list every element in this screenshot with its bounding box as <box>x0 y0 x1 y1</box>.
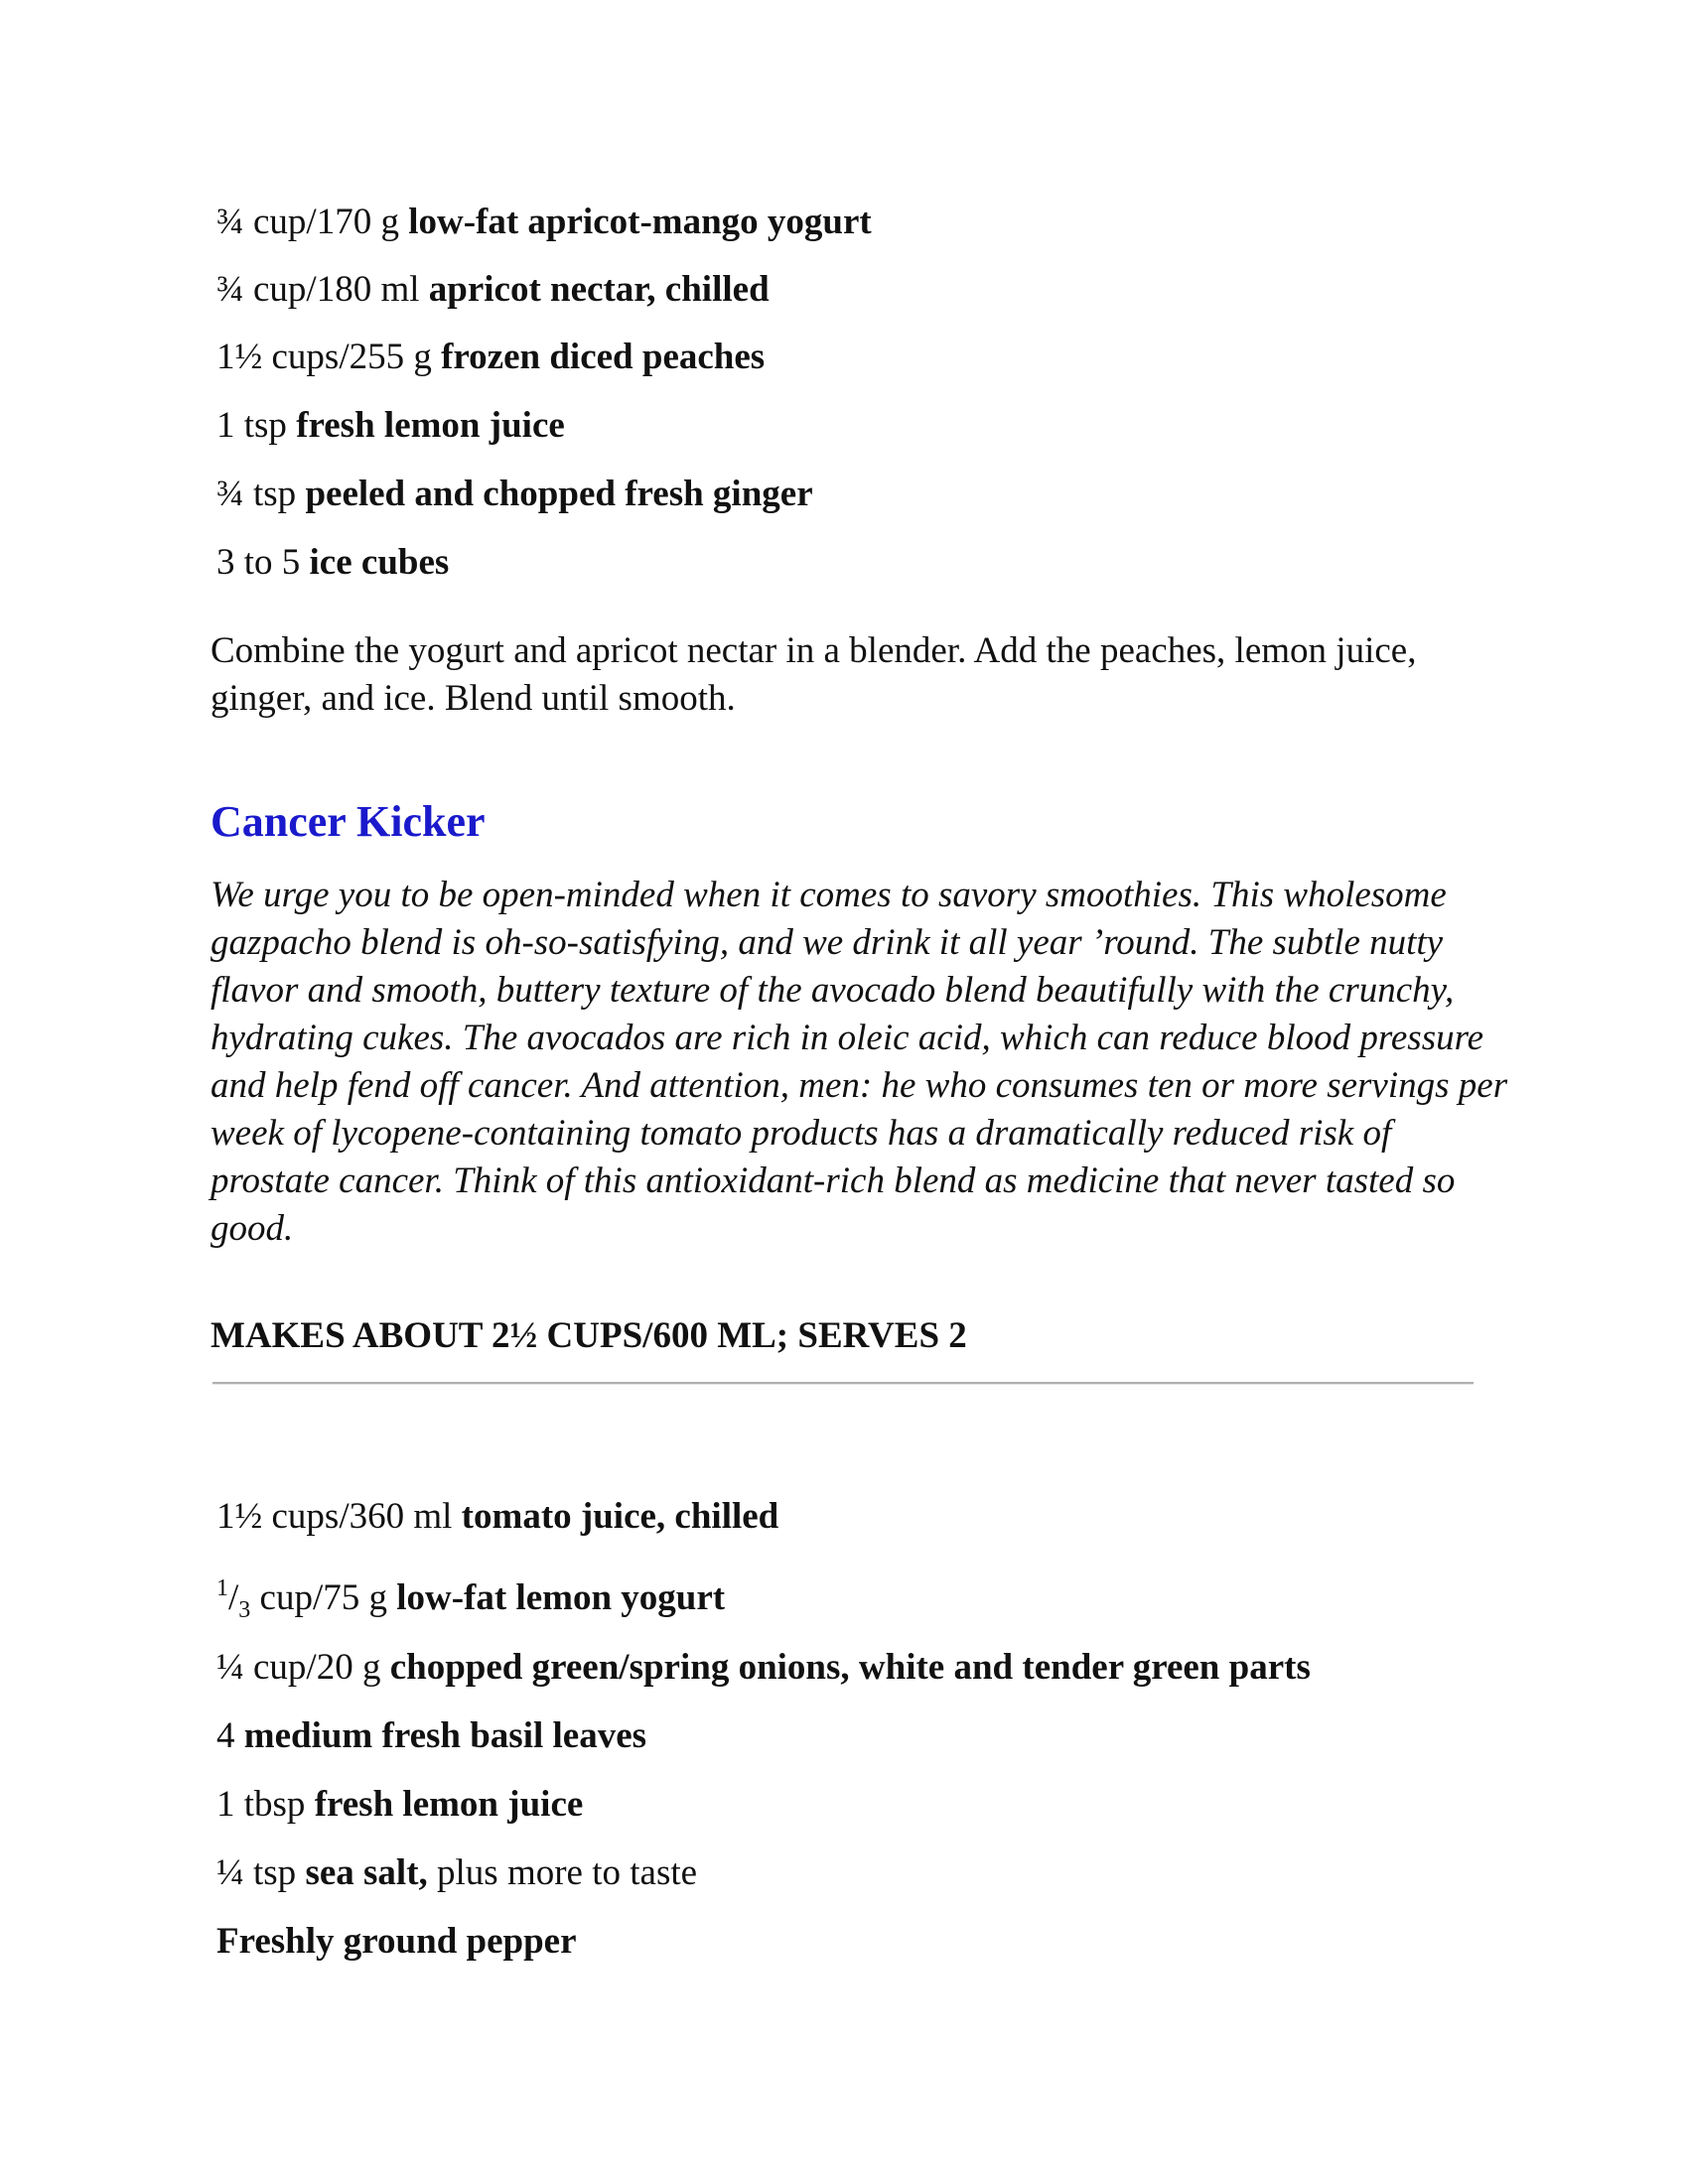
ingredient-line <box>216 1646 1311 1690</box>
fraction-denominator: 3 <box>238 1597 251 1623</box>
ingredient-quantity: 4 <box>216 1715 244 1756</box>
ingredient-quantity: 1½ cups/255 g <box>216 337 442 377</box>
ingredient-line <box>216 1567 725 1632</box>
ingredient-name: frozen diced peaches <box>441 337 766 377</box>
ingredient-name: ice cubes <box>309 542 450 583</box>
ingredient-line <box>216 1783 583 1827</box>
ingredient-name: low-fat apricot-mango yogurt <box>408 202 872 242</box>
ingredient-name: peeled and chopped fresh ginger <box>305 474 813 514</box>
ingredient-line <box>216 201 872 244</box>
ingredient-line <box>216 473 813 516</box>
ingredient-line <box>216 1495 778 1539</box>
ingredient-name: fresh lemon juice <box>314 1784 584 1825</box>
ingredient-name: Freshly ground pepper <box>216 1921 577 1962</box>
ingredient-quantity: ¼ tsp <box>216 1852 306 1893</box>
ingredient-quantity: cup/75 g <box>250 1577 397 1618</box>
recipe-yield: MAKES ABOUT 2½ CUPS/600 ML; SERVES 2 <box>211 1315 967 1356</box>
ingredient-quantity: 1 tbsp <box>216 1784 315 1825</box>
fraction-numerator: 1 <box>216 1575 228 1601</box>
ingredient-line <box>216 1851 697 1895</box>
ingredient-name: medium fresh basil leaves <box>243 1715 647 1756</box>
ingredient-name: low-fat lemon yogurt <box>396 1577 726 1618</box>
ingredient-line <box>216 268 770 312</box>
ingredient-quantity: 3 to 5 <box>216 542 310 583</box>
divider-line <box>212 1382 1474 1385</box>
ingredient-quantity: ¾ cup/180 ml <box>216 269 429 310</box>
ingredient-quantity: 1½ cups/360 ml <box>216 1496 462 1537</box>
ingredient-line <box>216 404 565 448</box>
ingredient-name: chopped green/spring onions, white and tender green parts <box>389 1647 1311 1688</box>
directions-paragraph: Combine the yogurt and apricot nectar in a blender. Add the peaches, lemon juice, ginger, and ice. Blend until smooth. <box>211 630 1417 719</box>
recipe-intro: We urge you to be open-minded when it comes to savory smoothies. This wholesome gazpacho blend is oh-so-satisfying, and we drink it all year ’round. The subtle nutty flavor and smooth, buttery texture of the avocado blend beautifully with the crunchy, hydrating cukes. The avocados are rich in oleic acid, which can reduce blood pressure and help fend off cancer. And attention, men: he who consumes ten or more servings per week of lycopene-containing tomato products has a dramatically reduced risk of prostate cancer. Think of this antioxidant-rich blend as medicine that never tasted so good. <box>211 875 1508 1249</box>
ingredient-line <box>216 541 449 585</box>
ingredient-name: sea salt, <box>305 1852 428 1893</box>
ingredient-quantity: ¾ cup/170 g <box>216 202 409 242</box>
ingredient-line <box>216 1714 646 1758</box>
ingredient-name: tomato juice, chilled <box>461 1496 779 1537</box>
ingredient-quantity: ¾ tsp <box>216 474 306 514</box>
recipe-title: Cancer Kicker <box>211 797 486 846</box>
ingredient-note: plus more to taste <box>427 1852 698 1893</box>
ingredient-line <box>216 1920 577 1964</box>
ingredient-name: fresh lemon juice <box>296 405 565 446</box>
ingredient-quantity: 1 tsp <box>216 405 297 446</box>
fraction-slash: / <box>228 1577 239 1618</box>
ingredient-line <box>216 336 765 379</box>
ingredient-quantity: ¼ cup/20 g <box>216 1647 390 1688</box>
ingredient-name: apricot nectar, chilled <box>428 269 770 310</box>
